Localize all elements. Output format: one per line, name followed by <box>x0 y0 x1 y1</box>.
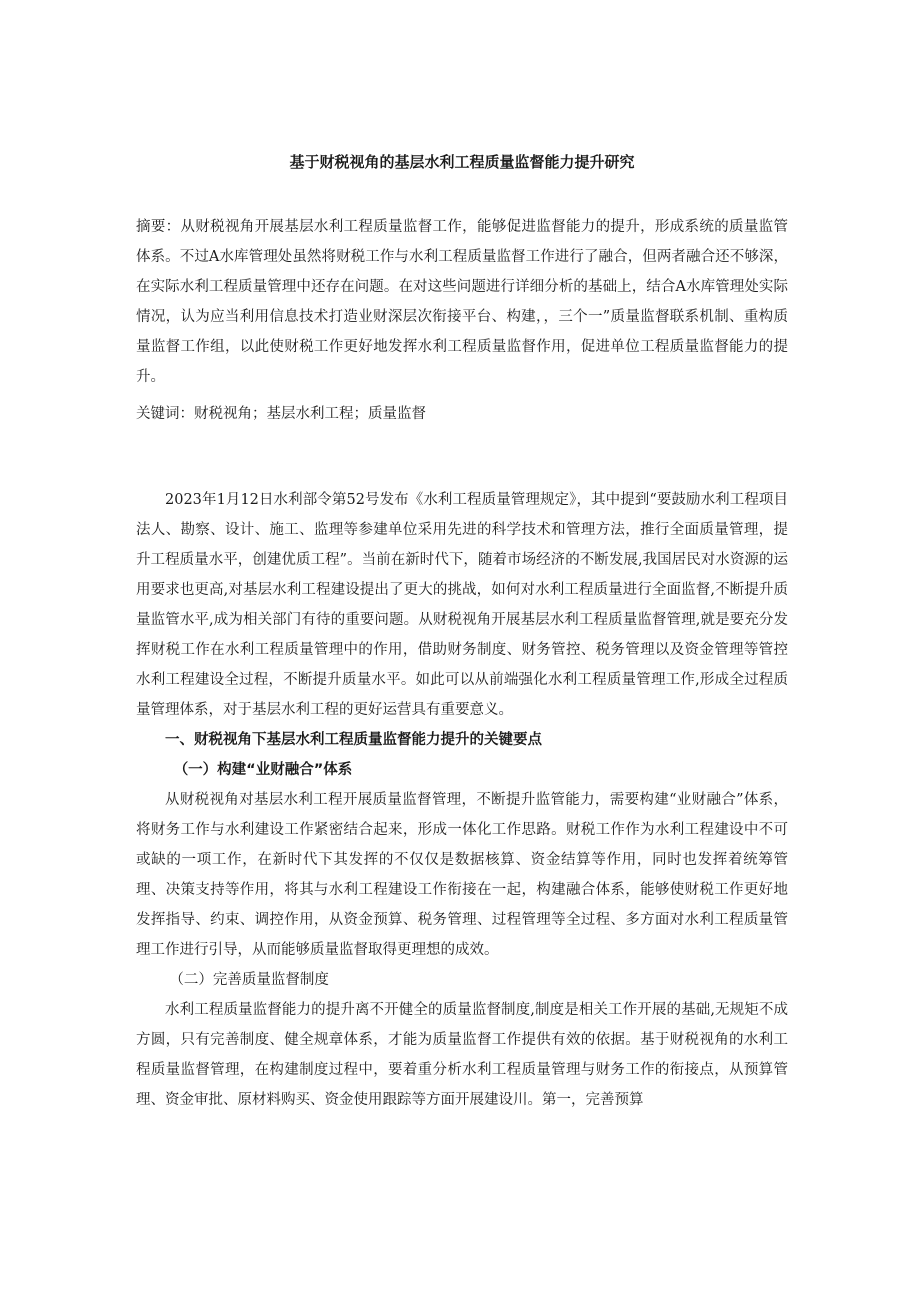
section-heading: 一、财税视角下基层水利工程质量监督能力提升的关键要点 <box>165 732 542 748</box>
subsection-paragraph: 从财税视角对基层水利工程开展质量监督管理，不断提升监管能力，需要构建“业财融合”体系，将财务工作与水利建设工作紧密结合起来，形成一体化工作思路。财税工作作为水利工程建设中不可或缺的一项工作，在新时代下其发挥的不仅仅是数据核算、资金结算等作用，同时也发挥着统筹管理、决策支持等作用，将其与水利工程建设工作衔接在一起，构建融合体系，能够使财税工作更好地发挥指导、约束、调控作用，从资金预算、税务管理、过程管理等全过程、多方面对水利工程质量管理工作进行引导，从而能够质量监督取得更理想的成效。 <box>136 792 788 958</box>
abstract-label: 摘要： <box>136 219 181 235</box>
abstract-text: 从财税视角开展基层水利工程质量监督工作，能够促进监督能力的提升，形成系统的质量监管体系。不过A水库管理处虽然将财税工作与水利工程质量监督工作进行了融合，但两者融合还不够深，在实际水利工程质量管理中还存在问题。在对这些问题进行详细分析的基础上，结合A水库管理处实际情况，认为应当利用信息技术打造业财深层次衔接平台、构建，，三个一”质量监督联系机制、重构质量监督工作组，以此使财税工作更好地发挥水利工程质量监督作用，促进单位工程质量监督能力的提升。 <box>136 219 789 385</box>
document-body <box>136 485 788 1115</box>
abstract-block <box>136 212 788 392</box>
intro-paragraph: 2023年1月12日水利部令第52号发布《水利工程质量管理规定》，其中提到“要鼓励水利工程项目法人、勘察、设计、施工、监理等参建单位采用先进的科学技术和管理方法，推行全面质量管理，提升工程质量水平，创建优质工程”。当前在新时代下，随着市场经济的不断发展,我国居民对水资源的运用要求也更高,对基层水利工程建设提出了更大的挑战，如何对水利工程质量进行全面监督,不断提升质量监管水平,成为相关部门有待的重要问题。从财税视角开展基层水利工程质量监督管理,就是要充分发挥财税工作在水利工程质量管理中的作用，借助财务制度、财务管控、税务管理以及资金管理等管控水利工程建设全过程，不断提升质量水平。如此可以从前端强化水利工程质量管理工作,形成全过程质量管理体系，对于基层水利工程的更好运营具有重要意义。 <box>136 492 788 718</box>
keywords-block <box>136 399 788 429</box>
subsection-paragraph: 水利工程质量监督能力的提升离不开健全的质量监督制度,制度是相关工作开展的基础,无规矩不成方圆，只有完善制度、健全规章体系，才能为质量监督工作提供有效的依据。基于财税视角的水利工程质量监督管理，在构建制度过程中，要着重分析水利工程质量管理与财务工作的衔接点，从预算管理、资金审批、原材料购买、资金使用跟踪等方面开展建设川。第一，完善预算 <box>136 1002 788 1108</box>
subsection-heading: （一）构建“业财融合”体系 <box>173 762 353 778</box>
document-title: 基于财税视角的基层水利工程质量监督能力提升研究 <box>289 153 635 171</box>
keywords-text: 财税视角；基层水利工程；质量监督 <box>194 406 426 422</box>
keywords-label: 关键词： <box>136 406 194 422</box>
subsection-heading: （二）完善质量监督制度 <box>169 972 329 988</box>
